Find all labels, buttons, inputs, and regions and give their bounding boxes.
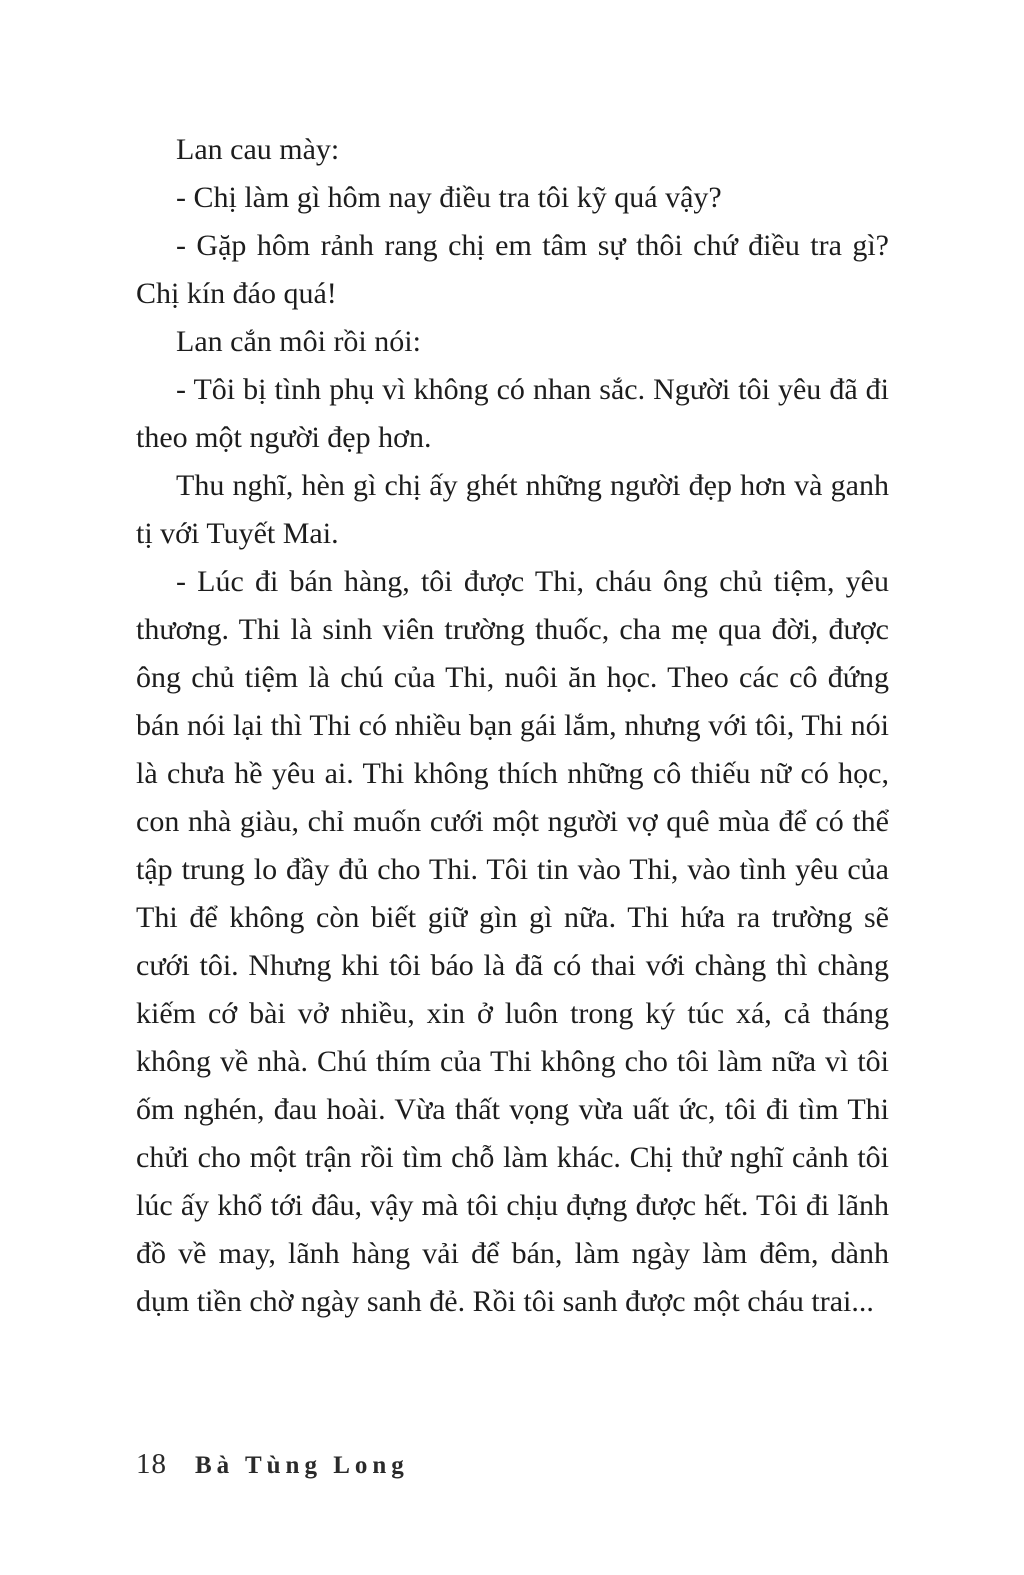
- paragraph-lan-cau-may: Lan cau mày:: [176, 133, 340, 166]
- paragraph-dialogue-3: - Tôi bị tình phụ vì không có nhan sắc. Người tôi yêu đã đi theo một người đẹp hơn.: [136, 373, 889, 454]
- running-title-author: Bà Tùng Long: [195, 1452, 409, 1479]
- page-text-block: [136, 126, 889, 1326]
- paragraph-thu-nghi: Thu nghĩ, hèn gì chị ấy ghét những người đẹp hơn và ganh tị với Tuyết Mai.: [136, 469, 889, 550]
- paragraph-dialogue-2: - Gặp hôm rảnh rang chị em tâm sự thôi chứ điều tra gì? Chị kín đáo quá!: [136, 229, 889, 310]
- paragraph-lan-can-moi: Lan cắn môi rồi nói:: [176, 325, 421, 358]
- paragraph-dialogue-long: - Lúc đi bán hàng, tôi được Thi, cháu ông chủ tiệm, yêu thương. Thi là sinh viên trường thuốc, cha mẹ qua đời, được ông chủ tiệm là chú của Thi, nuôi ăn học. Theo các cô đứng bán nói lại thì Thi có nhiều bạn gái lắm, nhưng với tôi, Thi nói là chưa hề yêu ai. Thi không thích những cô thiếu nữ có học, con nhà giàu, chỉ muốn cưới một người vợ quê mùa để có thể tập trung lo đầy đủ cho Thi. Tôi tin vào Thi, vào tình yêu của Thi để không còn biết giữ gìn gì nữa. Thi hứa ra trường sẽ cưới tôi. Nhưng khi tôi báo là đã có thai với chàng thì chàng kiếm cớ bài vở nhiều, xin ở luôn trong ký túc xá, cả tháng không về nhà. Chú thím của Thi không cho tôi làm nữa vì tôi ốm nghén, đau hoài. Vừa thất vọng vừa uất ức, tôi đi tìm Thi chửi cho một trận rồi tìm chỗ làm khác. Chị thử nghĩ cảnh tôi lúc ấy khổ tới đâu, vậy mà tôi chịu đựng được hết. Tôi đi lãnh đồ về may, lãnh hàng vải để bán, làm ngày làm đêm, dành dụm tiền chờ ngày sanh đẻ. Rồi tôi sanh được một cháu trai...: [136, 565, 889, 1318]
- page-number: 18: [136, 1448, 167, 1480]
- page-footer: [136, 1448, 889, 1481]
- paragraph-dialogue-1: - Chị làm gì hôm nay điều tra tôi kỹ quá vậy?: [176, 181, 722, 214]
